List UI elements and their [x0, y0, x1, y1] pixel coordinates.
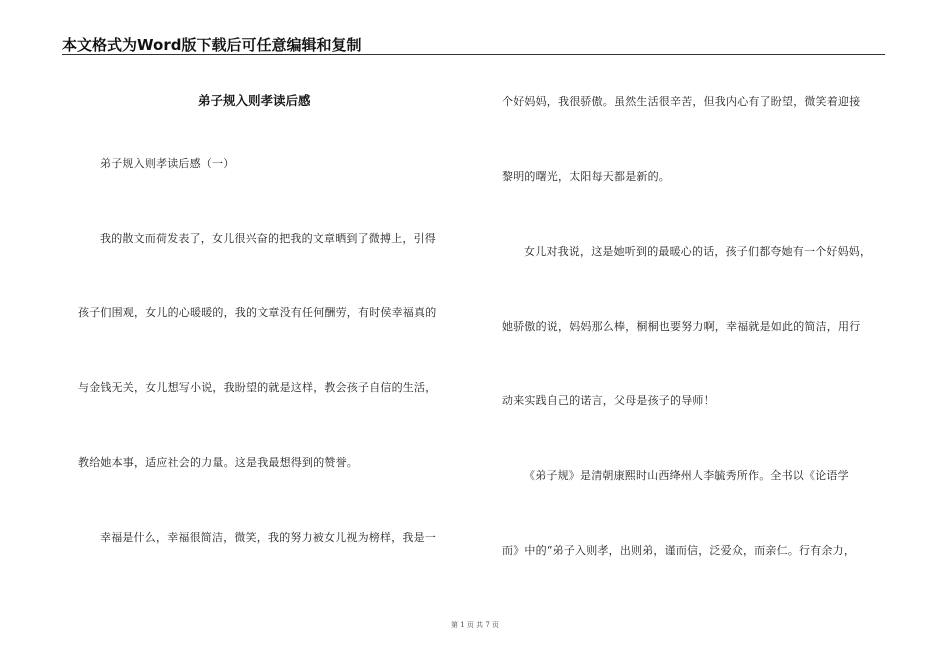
- page-number: 第 1 页 共 7 页: [450, 621, 500, 629]
- document-title: 弟子规入则孝读后感: [198, 93, 311, 108]
- paragraph-line: 与金钱无关，女儿想写小说，我盼望的就是这样，教会孩子自信的生活，: [78, 381, 437, 394]
- paragraph-line: 弟子规入则孝读后感（一）: [100, 157, 235, 170]
- paragraph-line: 我的散文而荷发表了，女儿很兴奋的把我的文章晒到了微搏上，引得: [100, 232, 436, 245]
- right-column: [502, 0, 894, 672]
- banner-text: 本文格式为Word版下载后可任意编辑和复制: [62, 36, 362, 54]
- paragraph-line: 《弟子规》是清朝康熙时山西绛州人李毓秀所作。全书以《论语学: [524, 469, 849, 482]
- paragraph-line: 动来实践自己的诺言，父母是孩子的导师！: [502, 394, 715, 407]
- paragraph-line: 孩子们围观，女儿的心暖暖的，我的文章没有任何酬劳，有时侯幸福真的: [78, 306, 437, 319]
- paragraph-line: 幸福是什么，幸福很简洁，微笑，我的努力被女儿视为榜样，我是一: [100, 531, 436, 544]
- paragraph-line: 女儿对我说，这是她听到的最暖心的话，孩子们都夸她有一个好妈妈，: [524, 245, 872, 258]
- paragraph-line: 教给她本事，适应社会的力量。这是我最想得到的赞誉。: [78, 456, 358, 469]
- paragraph-line: 个好妈妈，我很骄傲。虽然生活很辛苦，但我内心有了盼望，微笑着迎接: [502, 95, 861, 108]
- paragraph-line: 黎明的曙光，太阳每天都是新的。: [502, 170, 670, 183]
- paragraph-line: 她骄傲的说，妈妈那么棒，桐桐也要努力啊，幸福就是如此的简洁，用行: [502, 320, 861, 333]
- left-column: [78, 0, 462, 672]
- paragraph-line: 而》中的“弟子入则孝，出则弟，谨而信，泛爱众，而亲仁。行有余力，: [502, 544, 856, 557]
